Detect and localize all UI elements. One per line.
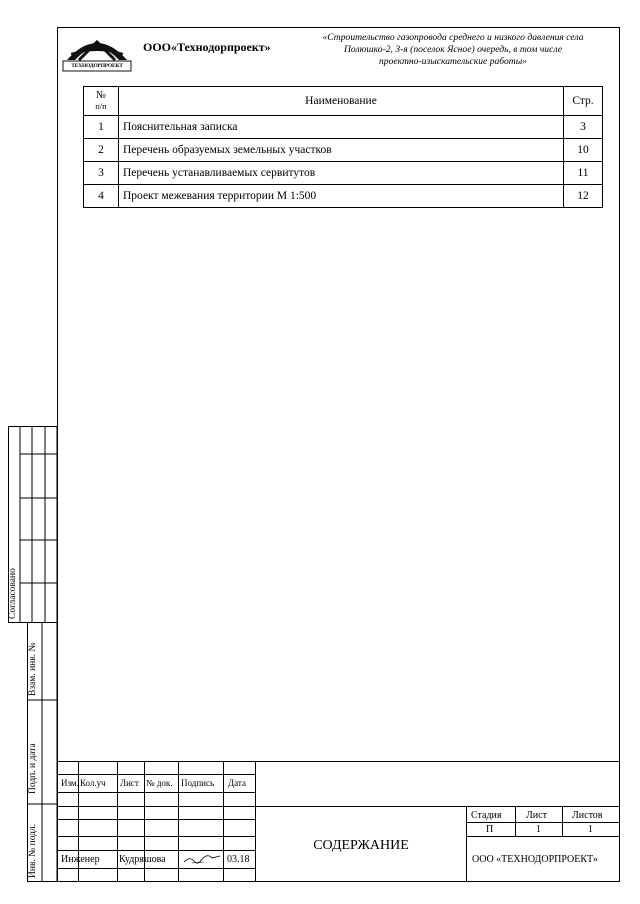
inv-label: Инв. № подл. — [28, 823, 38, 878]
table-row — [84, 116, 603, 139]
signature — [182, 850, 222, 866]
table-row — [84, 162, 603, 185]
document-title: СОДЕРЖАНИЕ — [313, 838, 409, 853]
table-row — [84, 185, 603, 208]
col-doc: № док. — [146, 778, 173, 788]
company-name: ООО«Технодорпроект» — [143, 40, 271, 54]
row-page: 10 — [564, 139, 603, 162]
table-header-row — [84, 87, 603, 116]
project-title — [292, 32, 614, 68]
row-number: 3 — [84, 162, 119, 185]
project-title-line: проектно-изыскательские работы» — [378, 56, 528, 67]
role-label: Инженер — [61, 854, 100, 865]
sheet-label: Лист — [526, 810, 547, 821]
project-title-line: Полюшко-2, 3-я (поселок Ясное) очередь, в том числе — [343, 44, 563, 55]
stage-value: П — [486, 824, 494, 835]
row-page: 12 — [564, 185, 603, 208]
row-number: 1 — [84, 116, 119, 139]
vzam-label: Взам. инв. № — [28, 642, 38, 696]
logo-text: ТЕХНОДОРПРОЕКТ — [71, 63, 123, 69]
row-number: 4 — [84, 185, 119, 208]
company-logo — [61, 30, 133, 74]
podp-label: Подп. и дата — [28, 743, 38, 794]
table-row — [84, 139, 603, 162]
project-title-line: «Строительство газопровода среднего и низкого давления села — [322, 32, 584, 43]
col-number-header: № п/п — [84, 87, 119, 116]
sign-date: 03.18 — [227, 854, 250, 865]
row-page: 3 — [564, 116, 603, 139]
contents-table — [83, 86, 603, 208]
row-name: Перечень устанавливаемых сервитутов — [119, 162, 564, 185]
col-kol: Кол.уч — [80, 778, 106, 788]
col-name-header: Наименование — [119, 87, 564, 116]
row-name: Пояснительная записка — [119, 116, 564, 139]
stage-label: Стадия — [471, 810, 502, 821]
row-name: Проект межевания территории М 1:500 — [119, 185, 564, 208]
sheets-value: 1 — [588, 824, 593, 835]
left-margin-stamp — [8, 426, 57, 882]
sheets-label: Листов — [572, 810, 603, 821]
agreed-label: Согласовано — [8, 568, 18, 619]
col-list: Лист — [120, 778, 139, 788]
col-page-header: Стр. — [564, 87, 603, 116]
org-name: ООО «ТЕХНОДОРПРОЕКТ» — [472, 854, 598, 865]
row-number: 2 — [84, 139, 119, 162]
sheet-value: 1 — [536, 824, 541, 835]
col-sign: Подпись — [181, 778, 215, 788]
row-name: Перечень образуемых земельных участков — [119, 139, 564, 162]
col-izm: Изм. — [61, 778, 79, 788]
col-date: Дата — [228, 778, 246, 788]
person-name: Кудряшова — [119, 854, 166, 865]
row-page: 11 — [564, 162, 603, 185]
